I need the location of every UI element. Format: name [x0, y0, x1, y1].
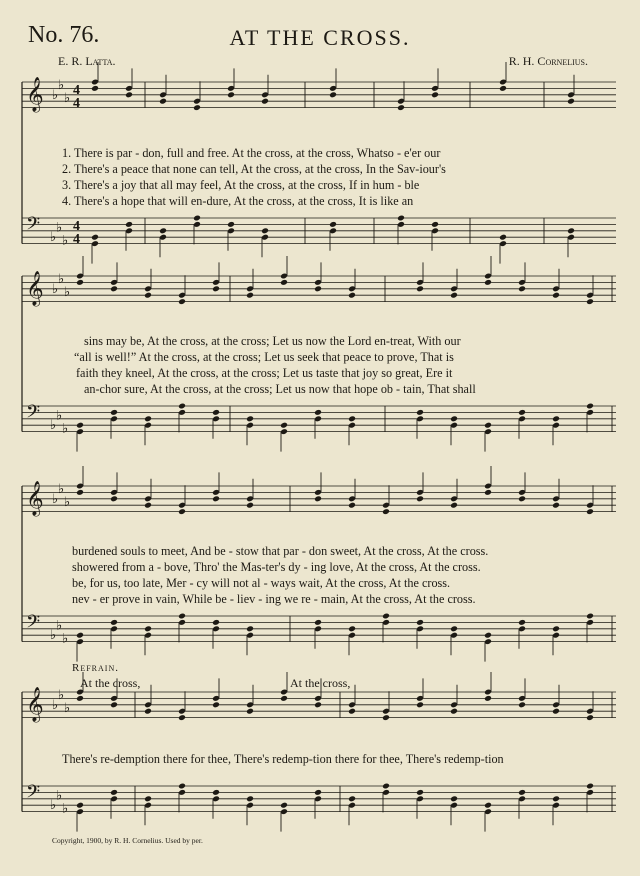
refrain-label: Refrain.: [72, 662, 119, 674]
composer-credit: R. H. Cornelius.: [508, 54, 588, 68]
note-head: [314, 789, 322, 796]
note-head: [280, 422, 288, 429]
note-head: [567, 227, 575, 234]
treble-clef: 𝄞: [26, 687, 44, 722]
lyric-line: nev - er prove in vain, While be - liev - ing we re - main, At the cross, At the cross.: [72, 592, 476, 606]
note-head: [76, 422, 84, 429]
note-head: [484, 279, 492, 286]
note-head: [416, 495, 424, 502]
note-head: [110, 619, 118, 626]
lyric-line: showered from a - bove, Thro' the Mas-ter's dy - ing love, At the cross, At the cross.: [72, 560, 481, 574]
note-head: [484, 422, 492, 429]
note-head: [552, 292, 560, 299]
note-head: [76, 489, 84, 496]
note-head: [76, 695, 84, 702]
flat-sign: ♭: [50, 628, 57, 644]
note-head: [76, 632, 84, 639]
note-head: [484, 632, 492, 639]
time-signature: 4: [73, 232, 80, 247]
note-head: [518, 701, 526, 708]
lyric-line: “all is well!” At the cross, at the cross; Let us seek that peace to prove, That is: [74, 350, 454, 364]
note-head: [450, 292, 458, 299]
note-head: [450, 415, 458, 422]
note-head: [518, 495, 526, 502]
lyric-line: 2. There's a peace that none can tell, At the cross, at the cross, In the Sav-iour's: [62, 162, 446, 176]
note-head: [246, 502, 254, 509]
note-head: [110, 285, 118, 292]
cue-lyric-right: At the cross,: [290, 676, 351, 690]
lyric-line: 4. There's a hope that will en-dure, At the cross, at the cross, It is like an: [62, 194, 414, 208]
note-head: [416, 619, 424, 626]
note-head: [484, 695, 492, 702]
note-head: [484, 802, 492, 809]
note-head: [178, 613, 186, 620]
flat-sign: ♭: [56, 220, 63, 236]
lyric-line: 1. There is par - don, full and free. At the cross, at the cross, Whatso - e'er our: [62, 146, 441, 160]
note-head: [144, 795, 152, 802]
flat-sign: ♭: [56, 408, 63, 424]
note-head: [450, 795, 458, 802]
flat-sign: ♭: [58, 688, 65, 704]
flat-sign: ♭: [50, 230, 57, 246]
bass-clef: 𝄢: [26, 402, 41, 427]
note-head: [212, 409, 220, 416]
flat-sign: ♭: [52, 87, 59, 103]
note-head: [246, 708, 254, 715]
time-signature: 4: [73, 96, 80, 111]
note-head: [212, 285, 220, 292]
note-head: [586, 508, 594, 515]
note-head: [280, 279, 288, 286]
treble-clef: 𝄞: [26, 77, 44, 112]
note-head: [178, 714, 186, 721]
flat-sign: ♭: [58, 78, 65, 94]
flat-sign: ♭: [64, 91, 71, 106]
note-head: [382, 714, 390, 721]
note-head: [348, 708, 356, 715]
note-head: [552, 415, 560, 422]
note-head: [144, 708, 152, 715]
cue-lyric-left: At the cross,: [80, 676, 141, 690]
hymn-title: AT THE CROSS.: [229, 25, 411, 50]
note-head: [314, 701, 322, 708]
flat-sign: ♭: [50, 418, 57, 434]
lyric-line: burdened souls to meet, And be - stow that par - don sweet, At the cross, At the cross.: [72, 544, 489, 558]
note-head: [178, 783, 186, 790]
note-head: [329, 91, 337, 98]
note-head: [382, 508, 390, 515]
flat-sign: ♭: [50, 798, 57, 814]
note-head: [499, 234, 507, 241]
note-head: [450, 502, 458, 509]
note-head: [246, 795, 254, 802]
note-head: [586, 403, 594, 410]
note-head: [159, 98, 167, 105]
note-head: [125, 221, 133, 228]
lyric-line: be, for us, too late, Mer - cy will not al - ways wait, At the cross, At the cross.: [72, 576, 451, 590]
note-head: [518, 285, 526, 292]
note-head: [280, 802, 288, 809]
note-head: [431, 91, 439, 98]
note-head: [144, 502, 152, 509]
note-head: [431, 221, 439, 228]
note-head: [552, 795, 560, 802]
note-head: [178, 403, 186, 410]
note-head: [397, 104, 405, 111]
lyric-line: faith they kneel, At the cross, at the cross; Let us taste that joy so great, Ere it: [76, 366, 453, 380]
flat-sign: ♭: [64, 495, 71, 510]
treble-clef: 𝄞: [26, 481, 44, 516]
note-head: [416, 409, 424, 416]
bass-clef: 𝄢: [26, 214, 41, 239]
note-head: [329, 221, 337, 228]
time-signature: 4: [73, 83, 80, 98]
flat-sign: ♭: [56, 788, 63, 804]
note-head: [348, 795, 356, 802]
bass-clef: 𝄢: [26, 612, 41, 637]
note-head: [212, 701, 220, 708]
poet-credit: E. R. Latta.: [58, 54, 116, 68]
note-head: [314, 409, 322, 416]
lyric-line: 3. There's a joy that all may feel, At the cross, at the cross, If in hum - ble: [62, 178, 420, 192]
note-head: [348, 292, 356, 299]
flat-sign: ♭: [64, 701, 71, 716]
note-head: [348, 415, 356, 422]
note-head: [416, 701, 424, 708]
note-head: [450, 708, 458, 715]
lyric-line: sins may be, At the cross, at the cross; Let us now the Lord en-treat, With our: [84, 334, 461, 348]
copyright-notice: Copyright, 1900, by R. H. Cornelius. Used by per.: [52, 836, 203, 845]
note-head: [178, 508, 186, 515]
time-signature: 4: [73, 219, 80, 234]
note-head: [144, 415, 152, 422]
note-head: [518, 789, 526, 796]
note-head: [348, 625, 356, 632]
note-head: [348, 502, 356, 509]
note-head: [125, 91, 133, 98]
note-head: [552, 708, 560, 715]
note-head: [212, 495, 220, 502]
flat-sign: ♭: [58, 272, 65, 288]
flat-sign: ♭: [58, 482, 65, 498]
note-head: [567, 98, 575, 105]
note-head: [484, 489, 492, 496]
flat-sign: ♭: [52, 491, 59, 507]
note-head: [518, 409, 526, 416]
flat-sign: ♭: [64, 285, 71, 300]
note-head: [144, 292, 152, 299]
note-head: [397, 215, 405, 222]
note-head: [193, 215, 201, 222]
note-head: [314, 285, 322, 292]
note-head: [227, 91, 235, 98]
note-head: [178, 298, 186, 305]
flat-sign: ♭: [52, 281, 59, 297]
note-head: [499, 85, 507, 92]
note-head: [246, 292, 254, 299]
note-head: [314, 619, 322, 626]
note-head: [144, 625, 152, 632]
note-head: [110, 495, 118, 502]
note-head: [110, 409, 118, 416]
note-head: [212, 619, 220, 626]
note-head: [193, 104, 201, 111]
note-head: [416, 789, 424, 796]
lyric-line: There's re-demption there for thee, There's redemp-tion there for thee, There's redemp-tion: [62, 752, 504, 766]
note-head: [416, 285, 424, 292]
note-head: [91, 234, 99, 241]
note-head: [382, 613, 390, 620]
note-head: [552, 502, 560, 509]
treble-clef: 𝄞: [26, 271, 44, 306]
note-head: [159, 227, 167, 234]
note-head: [314, 495, 322, 502]
flat-sign: ♭: [56, 618, 63, 634]
note-head: [450, 625, 458, 632]
hymn-number: No. 76.: [28, 22, 100, 48]
note-head: [586, 783, 594, 790]
flat-sign: ♭: [62, 421, 69, 437]
note-head: [261, 227, 269, 234]
note-head: [586, 298, 594, 305]
flat-sign: ♭: [62, 801, 69, 817]
note-head: [76, 279, 84, 286]
flat-sign: ♭: [62, 233, 69, 249]
note-head: [552, 625, 560, 632]
note-head: [110, 789, 118, 796]
note-head: [246, 415, 254, 422]
note-head: [586, 613, 594, 620]
note-head: [382, 783, 390, 790]
note-head: [261, 98, 269, 105]
note-head: [518, 619, 526, 626]
flat-sign: ♭: [52, 697, 59, 713]
note-head: [91, 85, 99, 92]
note-head: [586, 714, 594, 721]
lyric-line: an-chor sure, At the cross, at the cross; Let us now that hope ob - tain, That shall: [84, 382, 476, 396]
note-head: [280, 695, 288, 702]
note-head: [227, 221, 235, 228]
note-head: [212, 789, 220, 796]
note-head: [110, 701, 118, 708]
flat-sign: ♭: [62, 631, 69, 647]
note-head: [76, 802, 84, 809]
note-head: [246, 625, 254, 632]
bass-clef: 𝄢: [26, 782, 41, 807]
